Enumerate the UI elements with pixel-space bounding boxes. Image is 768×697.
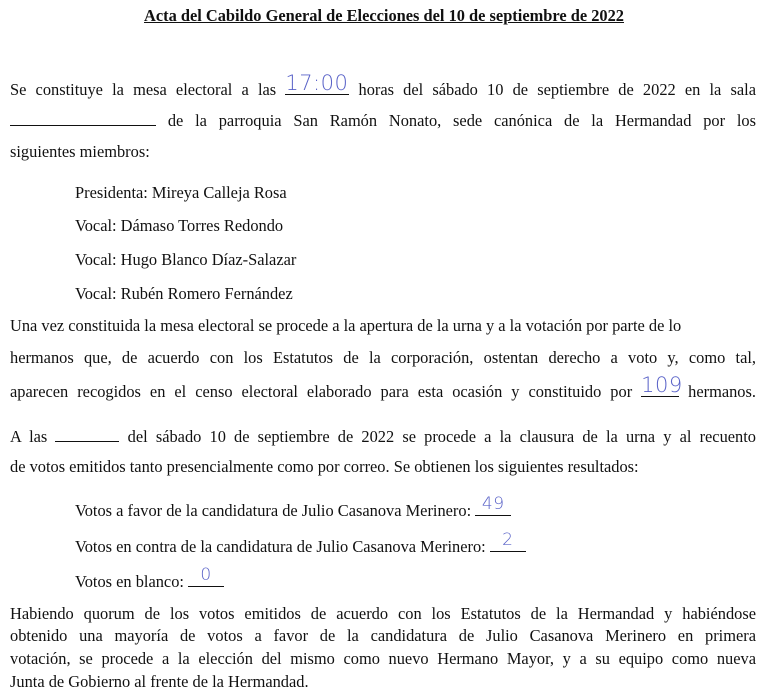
favor-field[interactable]: [475, 494, 511, 516]
result-contra-label: Votos en contra de la candidatura de Julio Casanova Merinero:: [75, 537, 486, 556]
blank-votes-field[interactable]: [188, 565, 224, 587]
favor-handwritten: 49: [481, 494, 505, 514]
hour-handwritten: 17:00: [285, 71, 349, 95]
para1-line2: [10, 109, 756, 131]
para3-line1: [10, 425, 756, 447]
document-title: Acta del Cabildo General de Elecciones del 10 de septiembre de 2022: [144, 6, 624, 25]
result-blank: [75, 565, 224, 592]
para1-text-b: horas del sábado 10 de septiembre de 2022 en la sala: [358, 80, 756, 99]
member-vocal-2: Vocal: Hugo Blanco Díaz-Salazar: [75, 250, 297, 269]
para2-text-a: aparecen recogidos en el censo electoral elaborado para esta ocasión y constituido por: [10, 382, 633, 401]
para1-line3: siguientes miembros:: [10, 142, 150, 161]
para4-line4: Junta de Gobierno al frente de la Hermandad.: [10, 672, 309, 691]
para4-line2: obtenido una mayoría de votos a favor de la candidatura de Julio Casanova Merinero en primera: [10, 626, 756, 645]
contra-handwritten: 2: [502, 530, 514, 550]
para2-line1: Una vez constituida la mesa electoral se procede a la apertura de la urna y a la votación por parte de lo: [10, 316, 682, 335]
contra-field[interactable]: [490, 530, 526, 552]
para1-line1: [10, 71, 756, 100]
room-field[interactable]: [10, 109, 156, 126]
para1-text-a: Se constituye la mesa electoral a las: [10, 80, 277, 99]
para3-text-a: A las: [10, 427, 48, 446]
result-blank-label: Votos en blanco:: [75, 572, 184, 591]
para4-line1: Habiendo quorum de los votos emitidos de acuerdo con los Estatutos de la Hermandad y habiéndose: [10, 604, 756, 623]
para2-line3: [10, 373, 756, 402]
closing-time-field[interactable]: [55, 425, 119, 442]
para2-text-b: hermanos.: [688, 382, 756, 401]
member-president: Presidenta: Mireya Calleja Rosa: [75, 183, 287, 202]
para3-text-b: del sábado 10 de septiembre de 2022 se procede a la clausura de la urna y al recuento: [127, 427, 757, 446]
para2-line2: hermanos que, de acuerdo con los Estatutos de la corporación, ostentan derecho a voto y, como tal,: [10, 348, 756, 367]
member-vocal-1: Vocal: Dámaso Torres Redondo: [75, 216, 284, 235]
result-contra: [75, 530, 526, 557]
hour-field[interactable]: [285, 71, 349, 95]
census-field[interactable]: [641, 373, 683, 397]
member-vocal-3: Vocal: Rubén Romero Fernández: [75, 284, 293, 303]
para4-line3: votación, se procede a la elección del mismo como nuevo Hermano Mayor, y a su equipo como nueva: [10, 649, 756, 668]
result-favor-label: Votos a favor de la candidatura de Julio Casanova Merinero:: [75, 501, 472, 520]
blank-votes-handwritten: 0: [200, 565, 212, 585]
census-handwritten: 109: [641, 373, 683, 397]
para3-line2: de votos emitidos tanto presencialmente como por correo. Se obtienen los siguientes resultados:: [10, 457, 639, 476]
result-favor: [75, 494, 511, 521]
para1-text-c: de la parroquia San Ramón Nonato, sede canónica de la Hermandad por los: [167, 111, 756, 130]
